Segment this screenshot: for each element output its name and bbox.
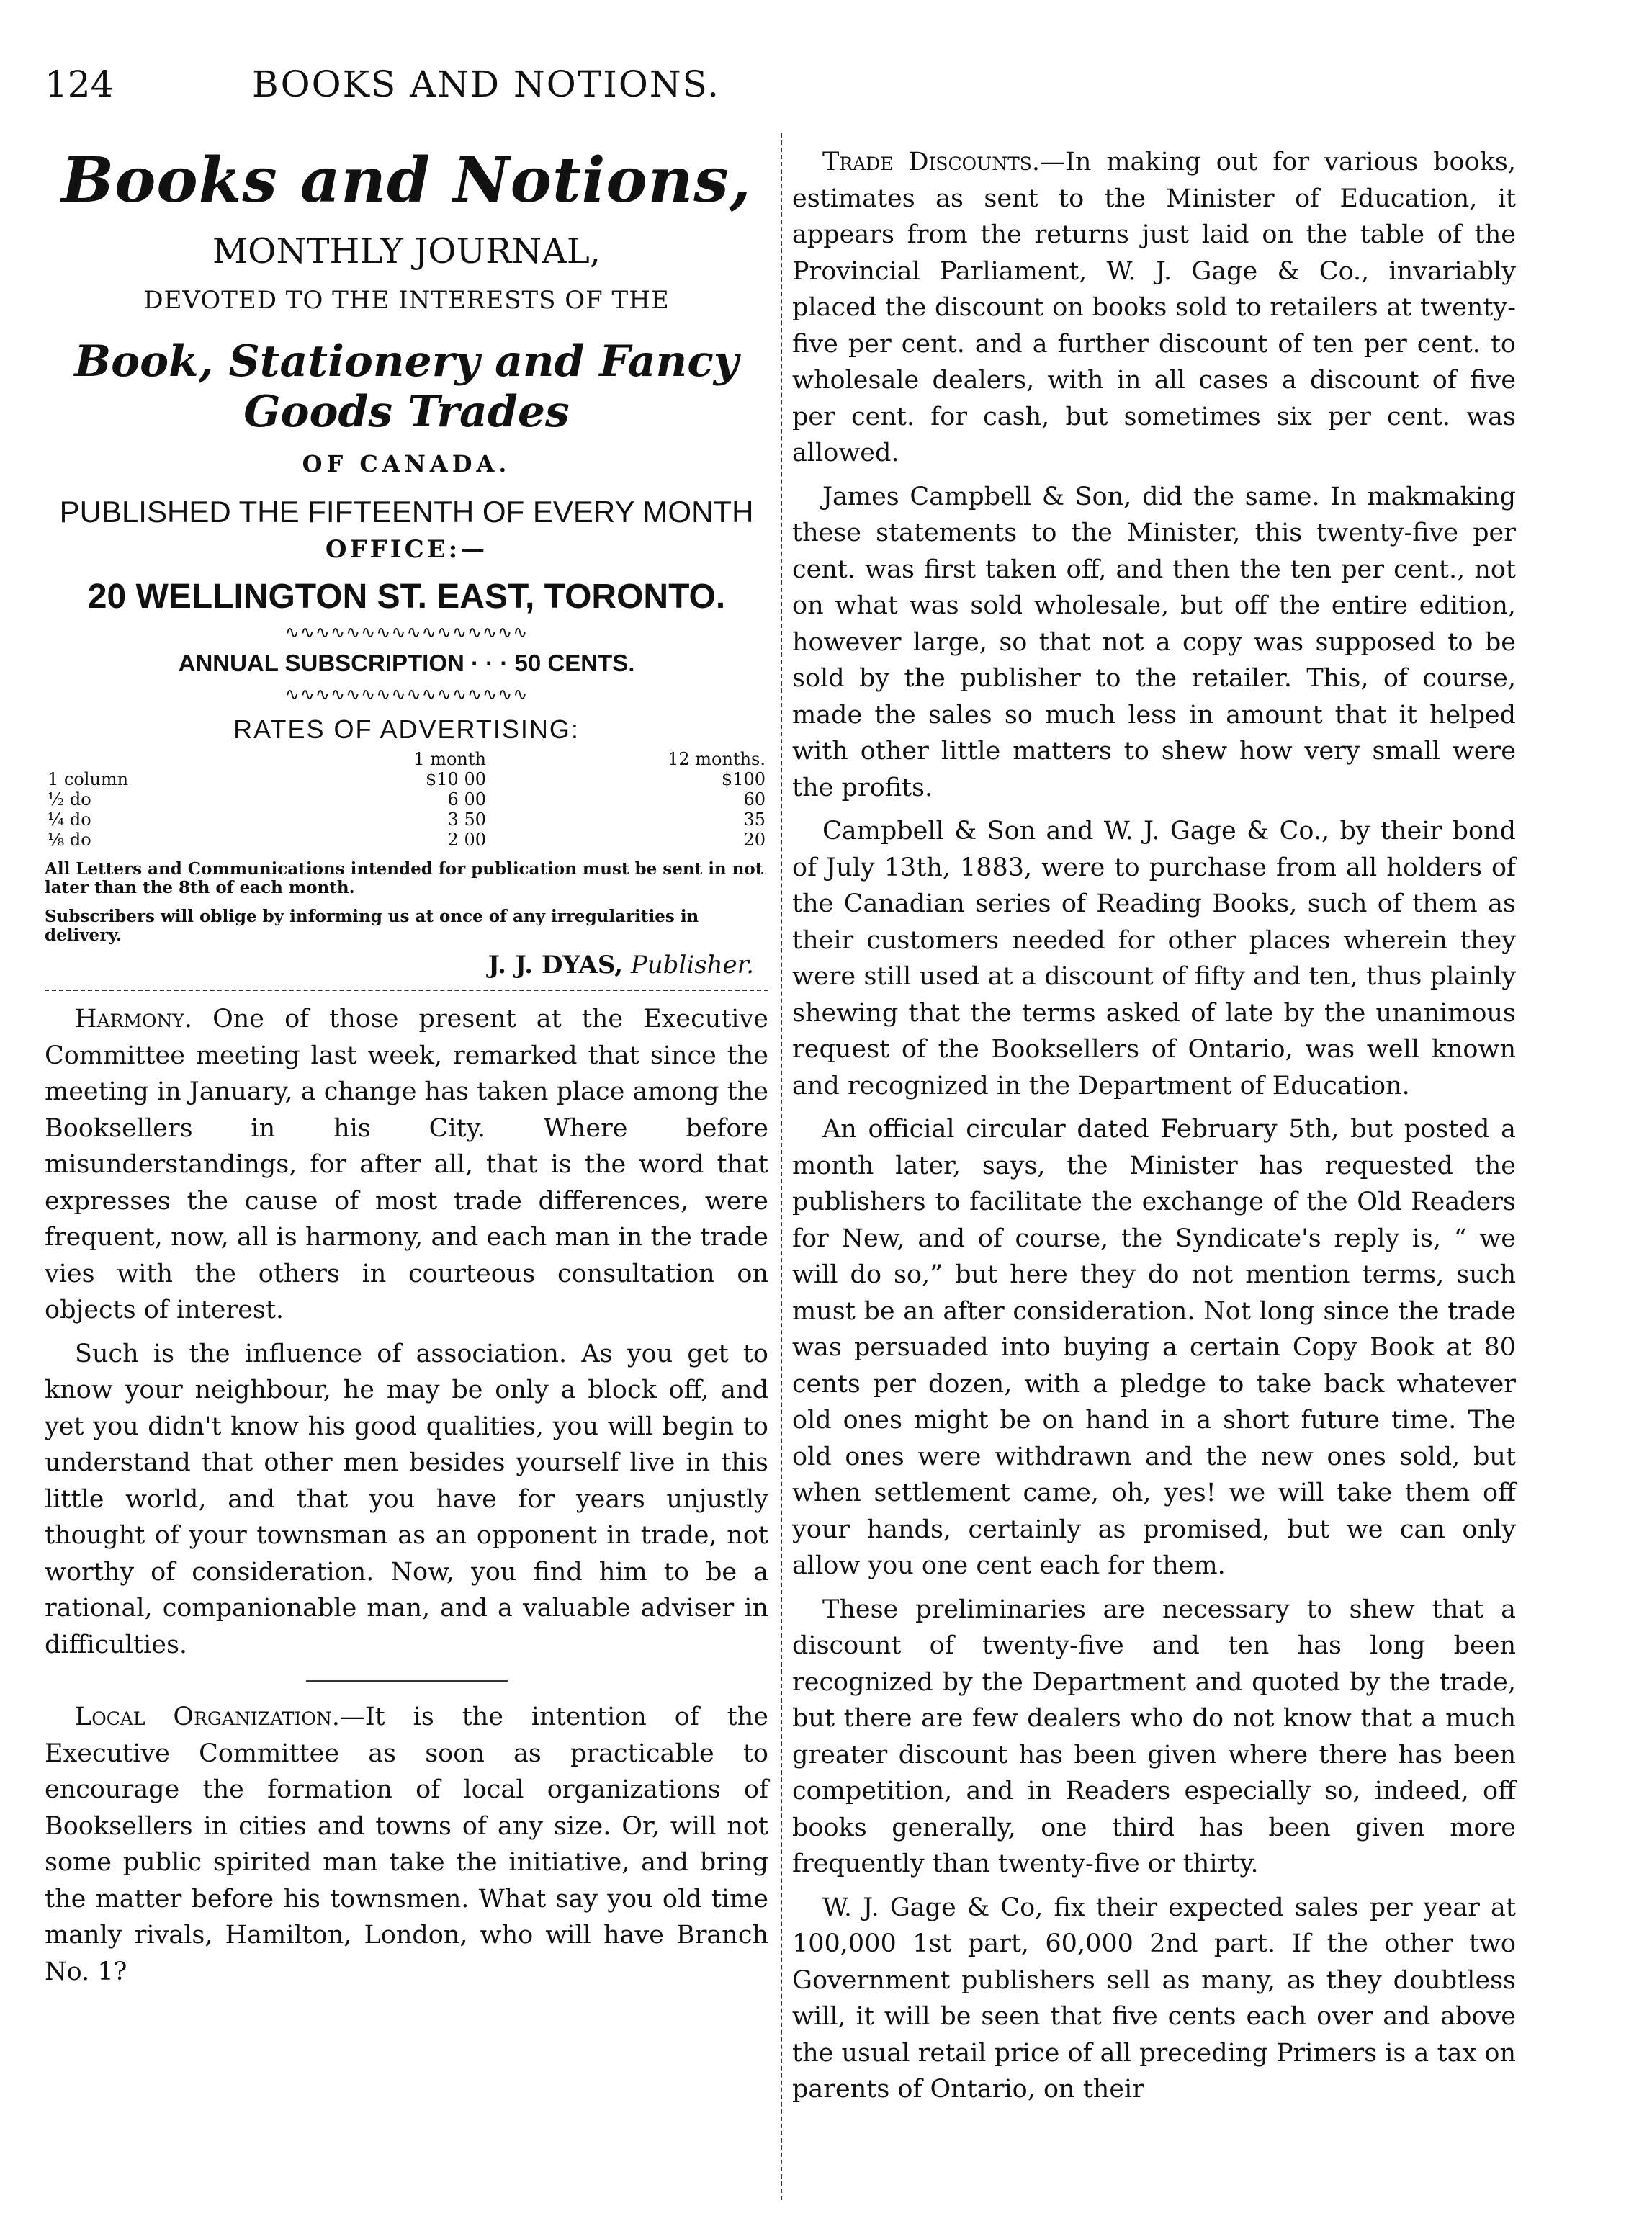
article-paragraph: Trade Discounts.—In making out for various books, estimates as sent to the Minister of Education, it appears from the returns just laid on the table of the Provincial Parliament, W. J. Gage & Co., invariably placed the discount on books sold to retailers at twenty-five per cent. and a further discount of ten per cent. to wholesale dealers, with in all cases a discount of five per cent. for cash, but sometimes six per cent. was allowed. bbox=[792, 148, 1516, 467]
publisher-line bbox=[45, 951, 754, 979]
article-paragraph: Such is the influence of association. As you get to know your neighbour, he may be only a block off, and yet you didn't know his good qualities, you will begin to understand that other men besides yourself live in this little world, and that you have for years unjustly thought of your townsman as an opponent in trade, not worthy of consideration. Now, you find him to be a rational, companionable man, and a valuable adviser in difficulties. bbox=[45, 1339, 768, 1659]
rates-row bbox=[45, 769, 768, 789]
masthead bbox=[45, 144, 768, 979]
rate-size: ¼ do bbox=[48, 809, 91, 830]
article-lead: Local Organization. bbox=[75, 1703, 340, 1731]
article-paragraph: Campbell & Son and W. J. Gage & Co., by their bond of July 13th, 1883, were to purchase from all holders of the Canadian series of Reading Books, such of them as their customers needed for other places wherein they were still used at a discount of fifty and ten, thus plainly shewing that the terms asked of late by the unanimous request of the Booksellers of Ontario, was well known and recognized in the Department of Education. bbox=[792, 817, 1516, 1100]
rates-col-month: 1 month bbox=[413, 749, 486, 769]
subscribers-notice: Subscribers will oblige by informing us at once of any irregularities in delivery. bbox=[45, 907, 699, 945]
rates-row bbox=[45, 809, 768, 830]
rate-size: 1 column bbox=[48, 769, 129, 789]
publisher-role: Publisher. bbox=[630, 951, 754, 979]
article-paragraph: Harmony. One of those present at the Executive Committee meeting last week, remarked that since the meeting in January, a change has taken place among the Booksellers in his City. Where before misunderstandings, for after all, that is the word that expresses the cause of most trade differences, were frequent, now, all is harmony, and each man in the trade vies with the others in courteous consultation on objects of interest. bbox=[45, 1005, 768, 1324]
subscription-price: ANNUAL SUBSCRIPTION · · · 50 CENTS. bbox=[178, 650, 635, 676]
ornament-divider bbox=[306, 1680, 508, 1682]
rates-row bbox=[45, 789, 768, 809]
running-title: BOOKS AND NOTIONS. bbox=[252, 63, 720, 105]
article-paragraph: An official circular dated February 5th, but posted a month later, says, the Minister has requested the publishers to facilitate the exchange of the Old Readers for New, and of course, the Syndicate's reply is, “ we will do so,” but here they do not mention terms, such must be an after consideration. Not long since the trade was persuaded into buying a certain Copy Book at 80 cents per dozen, with a pledge to take back whatever old ones might be on hand in a short future time. The old ones were withdrawn and the new ones sold, but when settlement came, oh, yes! we will take them off your hands, certainly as promised, but we can only allow you one cent each for them. bbox=[792, 1115, 1516, 1580]
publisher-name: J. J. DYAS, bbox=[488, 951, 624, 979]
ornament-rule: ∿∿∿∿∿∿∿∿∿∿∿∿∿∿∿∿ bbox=[284, 622, 529, 642]
letters-notice: All Letters and Communications intended for publication must be sent in not later than the 8th of each month. bbox=[45, 859, 763, 897]
masthead-office: OFFICE:— bbox=[325, 535, 488, 564]
right-column bbox=[792, 144, 1516, 2115]
rates-header-row bbox=[45, 749, 768, 769]
rates-heading: RATES OF ADVERTISING: bbox=[233, 714, 580, 744]
masthead-devoted: DEVOTED TO THE INTERESTS OF THE bbox=[143, 286, 670, 315]
masthead-of-canada: OF CANADA. bbox=[302, 450, 511, 477]
section-divider bbox=[45, 990, 768, 991]
rate-month: 3 50 bbox=[447, 809, 486, 830]
masthead-published: PUBLISHED THE FIFTEENTH OF EVERY MONTH bbox=[59, 495, 754, 529]
rates-table bbox=[45, 749, 768, 850]
rate-year: 35 bbox=[743, 809, 766, 830]
rates-row bbox=[45, 830, 768, 850]
rate-year: 60 bbox=[743, 789, 766, 809]
rates-col-year: 12 months. bbox=[668, 749, 766, 769]
column-divider bbox=[781, 133, 782, 2200]
rate-size: ½ do bbox=[48, 789, 91, 809]
left-column bbox=[45, 144, 768, 1997]
masthead-subtitle: MONTHLY JOURNAL, bbox=[212, 231, 601, 272]
article-paragraph: W. J. Gage & Co, fix their expected sales per year at 100,000 1st part, 60,000 2nd part. If the other two Government publishers sell as many, as they doubtless will, it will be seen that five cents each over and above the usual retail price of all preceding Primers is a tax on parents of Ontario, on their bbox=[792, 1893, 1516, 2104]
rate-month: 6 00 bbox=[447, 789, 486, 809]
page-header bbox=[0, 63, 1652, 121]
article-paragraph: Local Organization.—It is the intention of the Executive Committee as soon as practicable to encourage the formation of local organizations of Booksellers in cities and towns of any size. Or, will not some public spirited man take the initiative, and bring the matter before his townsmen. What say you old time manly rivals, Hamilton, London, who will have Branch No. 1? bbox=[45, 1703, 768, 1986]
rate-year: 20 bbox=[743, 830, 766, 850]
rate-month: $10 00 bbox=[426, 769, 486, 789]
rate-month: 2 00 bbox=[447, 830, 486, 850]
masthead-address: 20 WELLINGTON ST. EAST, TORONTO. bbox=[87, 578, 726, 616]
rate-size: ⅛ do bbox=[48, 830, 91, 850]
rate-year: $100 bbox=[721, 769, 766, 789]
masthead-title: Books and Notions, bbox=[61, 144, 752, 217]
article-lead: Harmony. bbox=[75, 1005, 192, 1033]
ornament-rule: ∿∿∿∿∿∿∿∿∿∿∿∿∿∿∿∿ bbox=[284, 684, 529, 704]
masthead-trades: Book, Stationery and Fancy Goods Trades bbox=[74, 336, 739, 437]
page-number: 124 bbox=[45, 63, 114, 105]
article-paragraph: These preliminaries are necessary to shew that a discount of twenty-five and ten has long been recognized by the Department and quoted by the trade, but there are few dealers who do not know that a much greater discount has been given where there has been competition, and in Readers especially so, indeed, off books generally, one third has been given more frequently than twenty-five or thirty. bbox=[792, 1594, 1516, 1878]
article-paragraph: James Campbell & Son, did the same. In makmaking these statements to the Minister, this twenty-five per cent. was first taken off, and then the ten per cent., not on what was sold wholesale, but off the entire edition, however large, so that not a copy was supposed to be sold by the publisher to the retailer. This, of course, made the sales so much less in amount that it helped with other little matters to shew how very small were the profits. bbox=[792, 482, 1516, 802]
article-lead: Trade Discounts. bbox=[822, 148, 1041, 176]
